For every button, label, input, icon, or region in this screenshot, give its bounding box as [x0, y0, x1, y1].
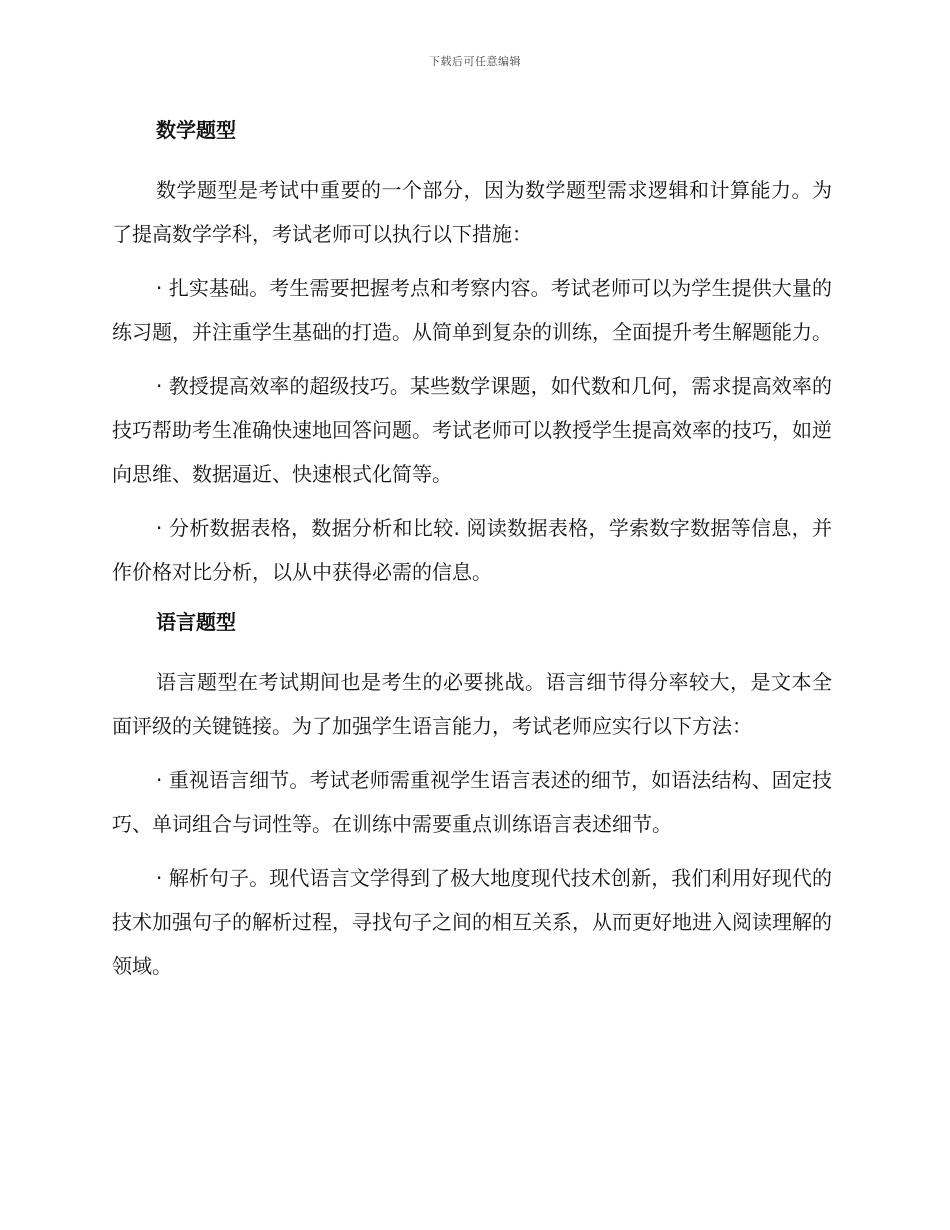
paragraph: 语言题型在考试期间也是考生的必要挑战。语言细节得分率较大，是文本全面评级的关键链接。为了加强学生语言能力，考试老师应实行以下方法：: [112, 670, 832, 738]
paragraph: 数学题型是考试中重要的一个部分，因为数学题型需求逻辑和计算能力。为了提高数学学科，考试老师可以执行以下措施：: [112, 178, 832, 246]
section-language: [112, 604, 832, 988]
section-heading: 语言题型: [156, 610, 236, 634]
bullet-paragraph: · 重视语言细节。考试老师需重视学生语言表述的细节，如语法结构、固定技巧、单词组合与词性等。在训练中需要重点训练语言表述细节。: [112, 768, 832, 836]
bullet-paragraph: · 扎实基础。考生需要把握考点和考察内容。考试老师可以为学生提供大量的练习题，并注重学生基础的打造。从简单到复杂的训练，全面提升考生解题能力。: [112, 276, 832, 344]
document-body: [112, 112, 832, 998]
section-math: [112, 112, 832, 594]
bullet-paragraph: · 分析数据表格，数据分析和比较. 阅读数据表格，学索数字数据等信息，并作价格对比分析，以从中获得必需的信息。: [112, 516, 832, 584]
bullet-paragraph: · 教授提高效率的超级技巧。某些数学课题，如代数和几何，需求提高效率的技巧帮助考生准确快速地回答问题。考试老师可以教授学生提高效率的技巧，如逆向思维、数据逼近、快速根式化简等。: [112, 374, 832, 486]
section-heading: 数学题型: [156, 118, 236, 142]
header-note: 下载后可任意编辑: [429, 55, 521, 68]
bullet-paragraph: · 解析句子。现代语言文学得到了极大地度现代技术创新，我们利用好现代的技术加强句子的解析过程，寻找句子之间的相互关系，从而更好地进入阅读理解的领域。: [112, 866, 832, 978]
